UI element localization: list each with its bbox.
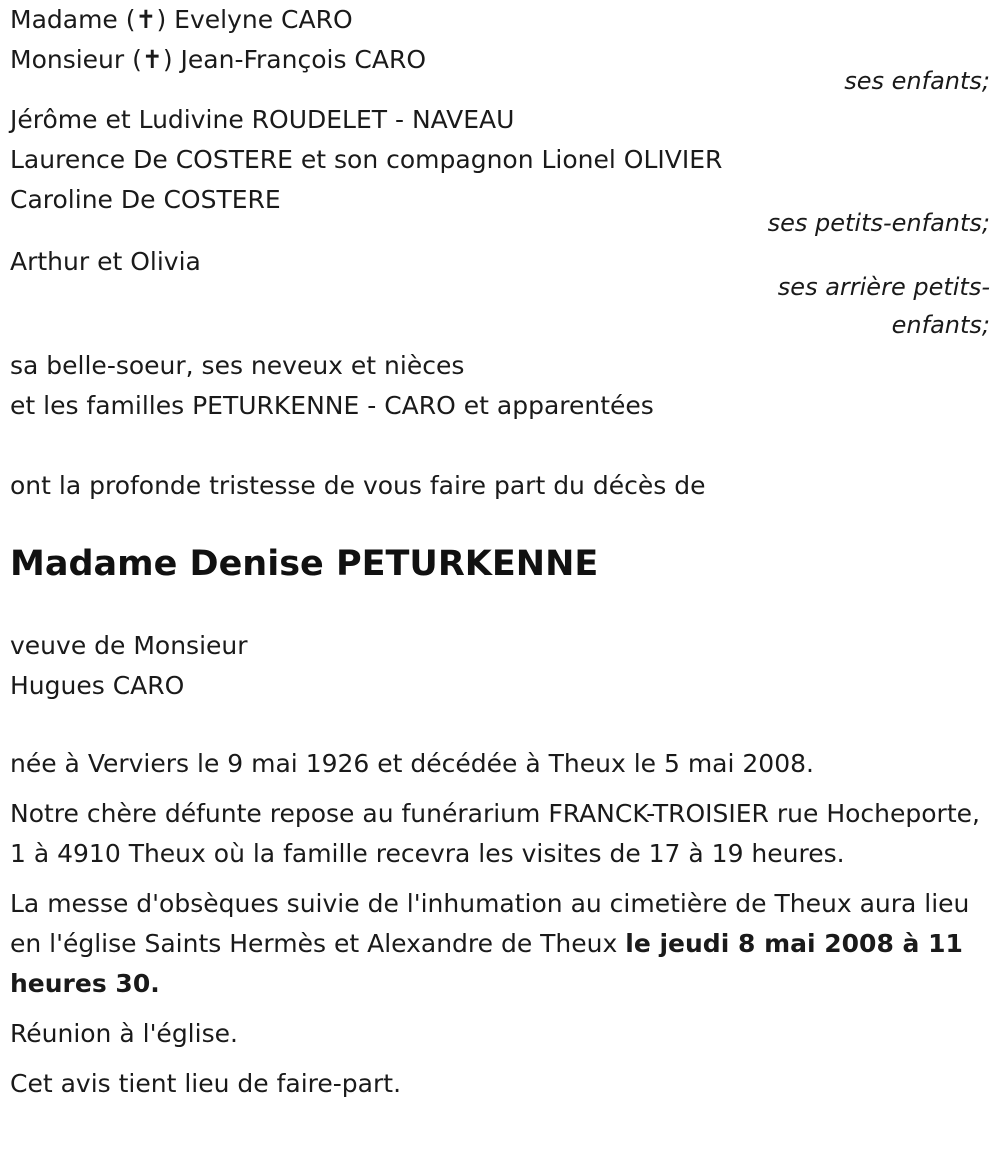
grandchild-line-1: Jérôme et Ludivine ROUDELET - NAVEAU bbox=[10, 105, 515, 134]
great-grandchildren-role-line-2: enfants; bbox=[891, 311, 990, 339]
great-grandchildren-role-line-1: ses arrière petits- bbox=[777, 273, 990, 301]
notice: Cet avis tient lieu de faire-part. bbox=[10, 1069, 402, 1098]
widow-of-line-2: Hugues CARO bbox=[10, 671, 185, 700]
child-line-2: Monsieur (✝) Jean-François CARO bbox=[10, 45, 427, 74]
family-line-1: sa belle-soeur, ses neveux et nièces bbox=[10, 351, 465, 380]
funeral-date-time: le jeudi 8 mai 2008 à 11 heures 30. bbox=[10, 929, 963, 998]
funeral-text: La messe d'obsèques suivie de l'inhumation au cimetière de Theux aura lieu en l'église Saints Hermès et Alexandre de Theux bbox=[10, 889, 970, 958]
grandchild-line-2: Laurence De COSTERE et son compagnon Lionel OLIVIER bbox=[10, 145, 723, 174]
funeral-details bbox=[10, 884, 990, 1004]
grandchildren-role: ses petits-enfants; bbox=[767, 209, 990, 237]
family-line-2: et les familles PETURKENNE - CARO et apparentées bbox=[10, 391, 654, 420]
widow-of-line-1: veuve de Monsieur bbox=[10, 631, 248, 660]
deceased-name: Madame Denise PETURKENNE bbox=[10, 544, 599, 584]
children-role: ses enfants; bbox=[844, 67, 990, 95]
great-grandchild-line-1: Arthur et Olivia bbox=[10, 247, 201, 276]
meeting: Réunion à l'église. bbox=[10, 1019, 238, 1048]
announcement: ont la profonde tristesse de vous faire part du décès de bbox=[10, 471, 706, 500]
obituary-notice bbox=[10, 0, 990, 1114]
child-line-1: Madame (✝) Evelyne CARO bbox=[10, 5, 353, 34]
grandchild-line-3: Caroline De COSTERE bbox=[10, 185, 281, 214]
resting-place: Notre chère défunte repose au funérarium FRANCK-TROISIER rue Hocheporte, 1 à 4910 Theux où la famille recevra les visites de 17 à 19 heures. bbox=[10, 799, 980, 868]
birth-death: née à Verviers le 9 mai 1926 et décédée à Theux le 5 mai 2008. bbox=[10, 749, 814, 778]
